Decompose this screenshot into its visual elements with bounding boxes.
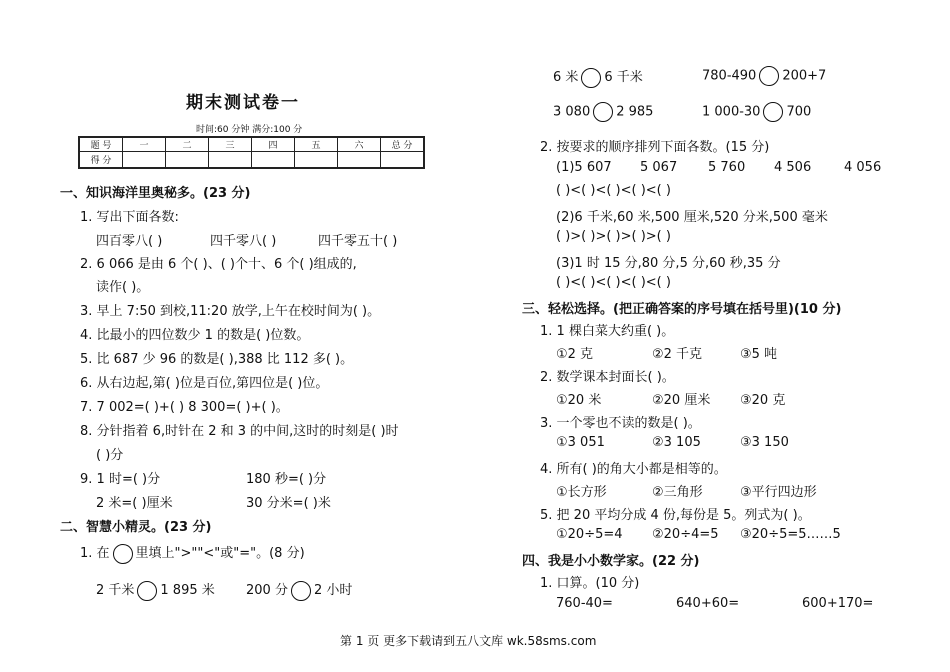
question-4: 4. 比最小的四位数少 1 的数是( )位数。: [80, 328, 310, 343]
choice-option[interactable]: ②20÷4=5: [652, 527, 719, 542]
choice-option[interactable]: ③3 150: [740, 435, 789, 450]
score-cell[interactable]: [166, 152, 209, 169]
compare-circle[interactable]: [763, 102, 783, 122]
compare-circle[interactable]: [581, 68, 601, 88]
order-blanks[interactable]: ( )>( )>( )>( )>( ): [556, 229, 671, 244]
choice-option[interactable]: ①3 051: [556, 435, 605, 450]
compare-left: 6 米: [553, 70, 579, 85]
answer-item[interactable]: 四千零八( ): [210, 234, 277, 249]
exam-title: 期末测试卷一: [186, 93, 300, 113]
question-9c: 2 米=( )厘米: [96, 496, 173, 511]
compare-row-3: [553, 66, 643, 88]
question-2: 2. 6 066 是由 6 个( )、( )个十、6 个( )组成的,: [80, 257, 357, 272]
choice-option[interactable]: ②2 千克: [652, 347, 703, 362]
choice-option[interactable]: ②3 105: [652, 435, 701, 450]
time-info: 时间:60 分钟 满分:100 分: [196, 125, 303, 135]
question-9d: 30 分米=( )米: [246, 496, 331, 511]
question-5: 5. 比 687 少 96 的数是( ),388 比 112 多( )。: [80, 352, 354, 367]
compare-row-6: [702, 102, 811, 122]
choice-option[interactable]: ②20 厘米: [652, 393, 711, 408]
compare-circle[interactable]: [593, 102, 613, 122]
choice-option[interactable]: ①20 米: [556, 393, 602, 408]
choice-option[interactable]: ①20÷5=4: [556, 527, 623, 542]
mental-math-question: 1. 口算。(10 分): [540, 576, 640, 591]
choice-option[interactable]: ③20÷5=5……5: [740, 527, 841, 542]
page-footer: 第 1 页 更多下载请到五八文库 wk.58sms.com: [340, 634, 597, 648]
question-2-line2: 读作( )。: [96, 280, 150, 295]
order-blanks[interactable]: ( )<( )<( )<( )<( ): [556, 183, 671, 198]
score-cell[interactable]: [295, 152, 338, 169]
compare-row-4: [702, 66, 826, 86]
compare-row-1: [96, 579, 215, 601]
compare-right: 2 985: [616, 104, 654, 120]
section-2-q1: [80, 542, 305, 564]
choice-question: 1. 1 棵白菜大约重( )。: [540, 324, 675, 339]
answer-item[interactable]: 四百零八( ): [96, 234, 163, 249]
order-question-2: (2)6 千米,60 米,500 厘米,520 分米,500 毫米: [556, 210, 828, 225]
answer-item[interactable]: 四千零五十( ): [318, 234, 398, 249]
compare-row-5: [553, 102, 653, 122]
score-header-cell: 总 分: [381, 137, 425, 152]
compare-right: 200+7: [782, 68, 827, 84]
question-1: 1. 写出下面各数:: [80, 210, 179, 225]
compare-right: 1 895 米: [160, 583, 215, 598]
compare-left: 200 分: [246, 583, 288, 598]
choice-option[interactable]: ①2 克: [556, 347, 594, 362]
choice-question: 2. 数学课本封面长( )。: [540, 370, 675, 385]
question-3: 3. 早上 7:50 到校,11:20 放学,上午在校时间为( )。: [80, 304, 381, 319]
order-blanks[interactable]: ( )<( )<( )<( )<( ): [556, 275, 671, 290]
question-9a: 9. 1 时=( )分: [80, 472, 161, 487]
score-header-cell: 二: [166, 137, 209, 152]
score-header-cell: 一: [123, 137, 166, 152]
order-question-3: (3)1 时 15 分,80 分,5 分,60 秒,35 分: [556, 256, 781, 271]
choice-option[interactable]: ③5 吨: [740, 347, 778, 362]
score-table: [78, 136, 425, 169]
order-num: 4 506: [774, 160, 812, 175]
choice-question: 3. 一个零也不读的数是( )。: [540, 416, 701, 431]
question-6: 6. 从右边起,第( )位是百位,第四位是( )位。: [80, 376, 329, 391]
order-num: 5 067: [640, 160, 678, 175]
choice-option[interactable]: ②三角形: [652, 485, 703, 500]
calc-item[interactable]: 760-40=: [556, 596, 613, 611]
q1-prefix: 1. 在: [80, 546, 110, 561]
compare-circle[interactable]: [291, 581, 311, 601]
score-cell[interactable]: [252, 152, 295, 169]
compare-circle[interactable]: [759, 66, 779, 86]
q1-suffix: 里填上">""<"或"="。(8 分): [135, 546, 305, 561]
score-cell[interactable]: [381, 152, 425, 169]
section-3-header: 三、轻松选择。(把正确答案的序号填在括号里)(10 分): [522, 302, 842, 317]
compare-row-2: [246, 579, 352, 601]
score-row-label: 得 分: [79, 152, 123, 169]
score-header-cell: 五: [295, 137, 338, 152]
choice-option[interactable]: ①长方形: [556, 485, 607, 500]
score-header-cell: 六: [338, 137, 381, 152]
choice-question: 5. 把 20 平均分成 4 份,每份是 5。列式为( )。: [540, 508, 811, 523]
compare-right: 700: [786, 104, 812, 120]
question-8-line2: ( )分: [96, 448, 124, 463]
choice-question: 4. 所有( )的角大小都是相等的。: [540, 462, 727, 477]
score-header-cell: 题 号: [79, 137, 123, 152]
compare-left: 2 千米: [96, 583, 135, 598]
section-1-header: 一、知识海洋里奥秘多。(23 分): [60, 186, 251, 201]
compare-left: 780-490: [702, 68, 757, 84]
order-num: 5 760: [708, 160, 746, 175]
calc-item[interactable]: 600+170=: [802, 596, 874, 611]
calc-item[interactable]: 640+60=: [676, 596, 740, 611]
compare-left: 3 080: [553, 104, 591, 120]
order-num: 4 056: [844, 160, 882, 175]
score-cell[interactable]: [123, 152, 166, 169]
choice-option[interactable]: ③平行四边形: [740, 485, 817, 500]
order-question: 2. 按要求的顺序排列下面各数。(15 分): [540, 140, 770, 155]
score-header-cell: 三: [209, 137, 252, 152]
section-4-header: 四、我是小小数学家。(22 分): [522, 554, 700, 569]
compare-right: 2 小时: [313, 583, 353, 598]
compare-right: 6 千米: [604, 70, 643, 85]
compare-circle[interactable]: [137, 581, 157, 601]
question-8: 8. 分针指着 6,时针在 2 和 3 的中间,这时的时刻是( )时: [80, 424, 399, 439]
question-7: 7. 7 002=( )+( ) 8 300=( )+( )。: [80, 400, 289, 415]
choice-option[interactable]: ③20 克: [740, 393, 786, 408]
compare-left: 1 000-30: [702, 104, 761, 120]
compare-circle-icon: [113, 544, 133, 564]
order-num: (1)5 607: [556, 160, 612, 175]
question-9b: 180 秒=( )分: [246, 472, 327, 487]
score-cell[interactable]: [338, 152, 381, 169]
score-header-cell: 四: [252, 137, 295, 152]
section-2-header: 二、智慧小精灵。(23 分): [60, 520, 212, 535]
score-cell[interactable]: [209, 152, 252, 169]
